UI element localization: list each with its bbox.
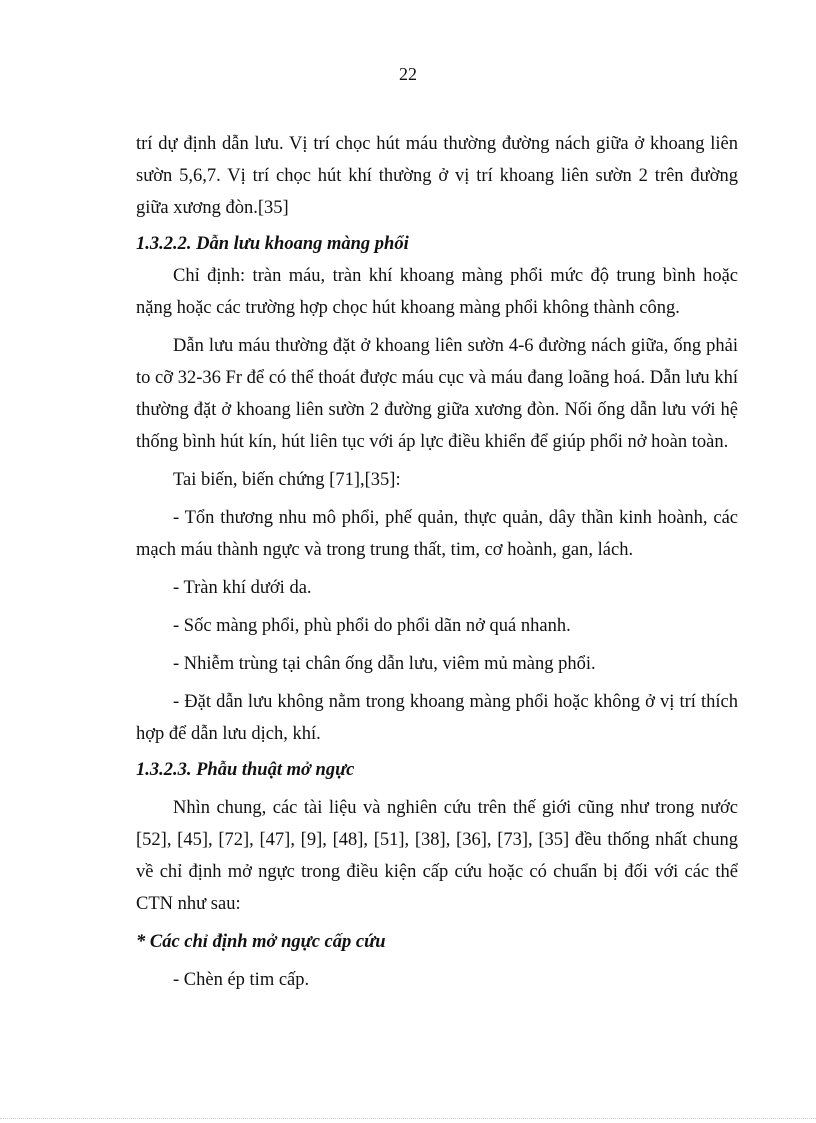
section-heading-thoracotomy: 1.3.2.3. Phẫu thuật mở ngực (136, 760, 355, 780)
paragraph-thoracotomy-overview: Nhìn chung, các tài liệu và nghiên cứu trên thế giới cũng như trong nước [52], [45], [72], [47], [9], [48], [51], [38], [36], [73], [35] đều thống nhất chung về chỉ định mở ngực trong điều kiện cấp cứu hoặc có chuẩn bị đối với các thể CTN như sau: (136, 798, 738, 914)
section-heading-drainage: 1.3.2.2. Dẫn lưu khoang màng phổi (136, 234, 409, 254)
paragraph-indication: Chỉ định: tràn máu, tràn khí khoang màng phổi mức độ trung bình hoặc nặng hoặc các trường hợp chọc hút khoang màng phổi không thành công. (136, 266, 738, 318)
paragraph-intro: trí dự định dẫn lưu. Vị trí chọc hút máu thường đường nách giữa ở khoang liên sườn 5,6,7. Vị trí chọc hút khí thường ở vị trí khoang liên sườn 2 trên đường giữa xương đòn.[35] (136, 134, 738, 218)
list-item-emphysema: - Tràn khí dưới da. (173, 578, 312, 598)
page-number: 22 (399, 64, 417, 84)
list-item-infection: - Nhiễm trùng tại chân ống dẫn lưu, viêm mủ màng phổi. (173, 654, 596, 674)
list-item-injury: - Tổn thương nhu mô phổi, phế quản, thực quản, dây thần kinh hoành, các mạch máu thành ngực và trong trung thất, tim, cơ hoành, gan, lách. (136, 508, 738, 560)
page-bottom-rule (0, 1118, 816, 1119)
paragraph-complications-title: Tai biến, biến chứng [71],[35]: (173, 470, 401, 490)
list-item-misplacement: - Đặt dẫn lưu không nằm trong khoang màng phổi hoặc không ở vị trí thích hợp để dẫn lưu dịch, khí. (136, 692, 738, 744)
page-body (136, 128, 738, 996)
list-item-tamponade: - Chèn ép tim cấp. (173, 970, 310, 990)
paragraph-drainage-method: Dẫn lưu máu thường đặt ở khoang liên sườn 4-6 đường nách giữa, ống phải to cỡ 32-36 Fr để có thể thoát được máu cục và máu đang loãng hoá. Dẫn lưu khí thường đặt ở khoang liên sườn 2 đường giữa xương đòn. Nối ống dẫn lưu với hệ thống bình hút kín, hút liên tục với áp lực điều khiển để giúp phổi nở hoàn toàn. (136, 336, 738, 452)
subheading-emergency-indications: * Các chỉ định mở ngực cấp cứu (136, 932, 386, 952)
list-item-shock: - Sốc màng phổi, phù phổi do phổi dãn nở quá nhanh. (173, 616, 571, 636)
